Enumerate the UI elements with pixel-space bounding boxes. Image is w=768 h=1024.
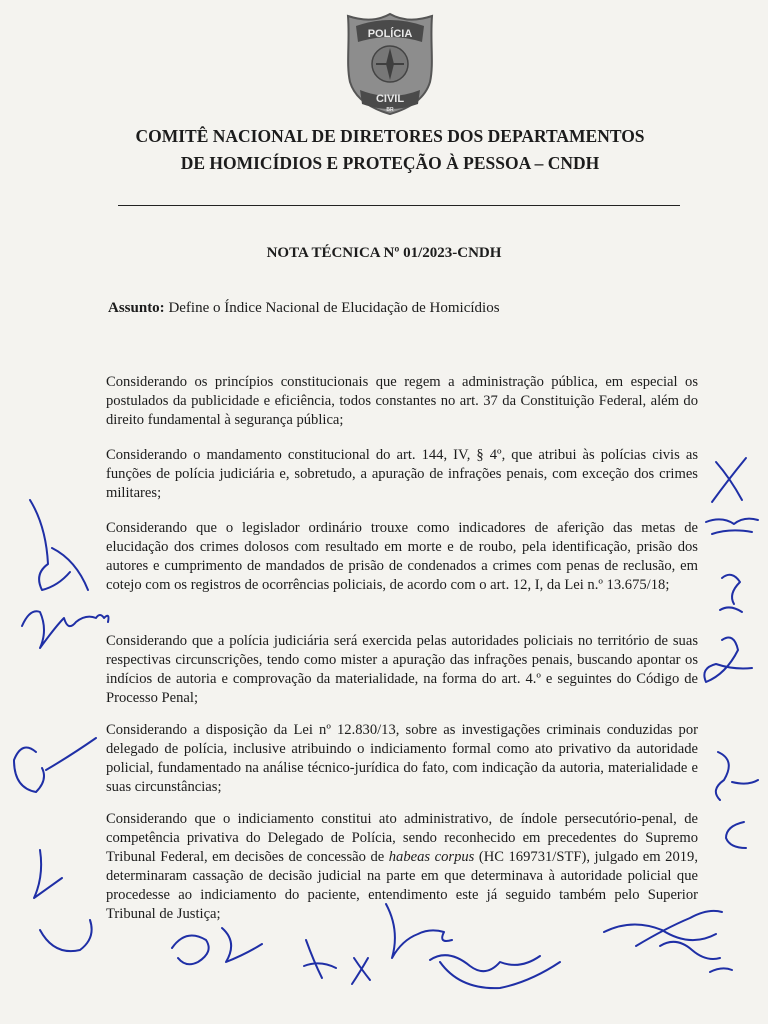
- right-initial-1: [712, 458, 746, 502]
- left-initial-3: [14, 738, 96, 792]
- bottom-signature-2: [304, 940, 336, 978]
- nota-tecnica-title: NOTA TÉCNICA Nº 01/2023-CNDH: [266, 245, 502, 261]
- paragraph-3: Considerando que o legislador ordinário trouxe como indicadores de aferição das metas de elucidação dos crimes dolosos com resultado em morte e de roubo, pela identificação, prisão dos autores e cumprimento de mandados de prisão de condenados a crimes com penas de reclusão, em cotejo com os registros de ocorrências policiais, de acordo com o art. 12, I, da Lei n.º 13.675/18;: [106, 520, 698, 593]
- paragraph-6-text-a: Considerando que o indiciamento constitui ato administrativo, de índole persecutório-penal, de competência privativa do Delegado de Polícia, sendo reconhecido em precedentes do Supremo Tribunal Federal, em decisões de concessão de: [106, 811, 698, 865]
- committee-name-line1: COMITÊ NACIONAL DE DIRETORES DOS DEPARTAMENTOS: [135, 126, 645, 146]
- right-initial-2: [706, 519, 758, 534]
- bottom-signature-3: [352, 958, 370, 984]
- header-divider: [118, 205, 680, 206]
- paragraph-4: Considerando que a polícia judiciária será exercida pelas autoridades policiais no território de suas respectivas circunscrições, tendo como mister a apuração das infrações penais, buscando apontar os indícios de autoria e comprovação da materialidade, na forma do art. 4.º e seguintes do Código de Processo Penal;: [106, 633, 698, 706]
- right-initial-6: [726, 822, 746, 848]
- assunto-text: Define o Índice Nacional de Elucidação de Homicídios: [164, 300, 500, 316]
- left-initial-4: [34, 850, 92, 951]
- paragraph-6: [106, 810, 698, 924]
- left-initial-2: [22, 611, 109, 648]
- paragraph-5: Considerando a disposição da Lei nº 12.830/13, sobre as investigações criminais conduzidas por delegado de polícia, inclusive atribuindo o indiciamento formal como ato privativo da autoridade policial, fundamentado na análise técnico-jurídica do fato, com indicação da autoria, materialidade e suas circunstâncias;: [106, 722, 698, 795]
- paragraph-2: Considerando o mandamento constitucional do art. 144, IV, § 4º, que atribui às polícias civis as funções de polícia judiciária e, sobretudo, a apuração de infrações penais, com exceção dos crimes militares;: [106, 447, 698, 501]
- paragraph-6-text-b: (HC 169731/STF), julgado em 2019, determinaram cassação de decisão judicial na parte em que determinava à autoridade policial que procedesse ao indiciamento do paciente, entendimento este já seguido também pelo Superior Tribunal de Justiça;: [106, 849, 698, 922]
- policia-civil-badge: [344, 12, 436, 116]
- paragraph-1: Considerando os princípios constitucionais que regem a administração pública, em especial os postulados da publicidade e eficiência, todos constantes no art. 37 da Constituição Federal, além do direito fundamental à segurança pública;: [106, 374, 698, 428]
- committee-name-line2: DE HOMICÍDIOS E PROTEÇÃO À PESSOA – CNDH: [180, 153, 600, 173]
- bottom-signature-1: [172, 928, 262, 964]
- right-initial-3: [720, 575, 742, 612]
- bottom-signature-7: [660, 942, 732, 972]
- left-initial-1: [30, 500, 88, 590]
- right-initial-4: [704, 638, 752, 682]
- badge-bottom-text: CIVIL: [375, 93, 405, 105]
- assunto-line: [108, 300, 500, 317]
- right-initial-5: [716, 752, 758, 800]
- badge-small-text: BR: [386, 107, 394, 113]
- paragraph-6-italic: habeas corpus: [388, 849, 475, 865]
- bottom-signature-5: [440, 962, 560, 988]
- assunto-label: Assunto:: [108, 300, 165, 316]
- badge-top-text: POLÍCIA: [367, 28, 413, 40]
